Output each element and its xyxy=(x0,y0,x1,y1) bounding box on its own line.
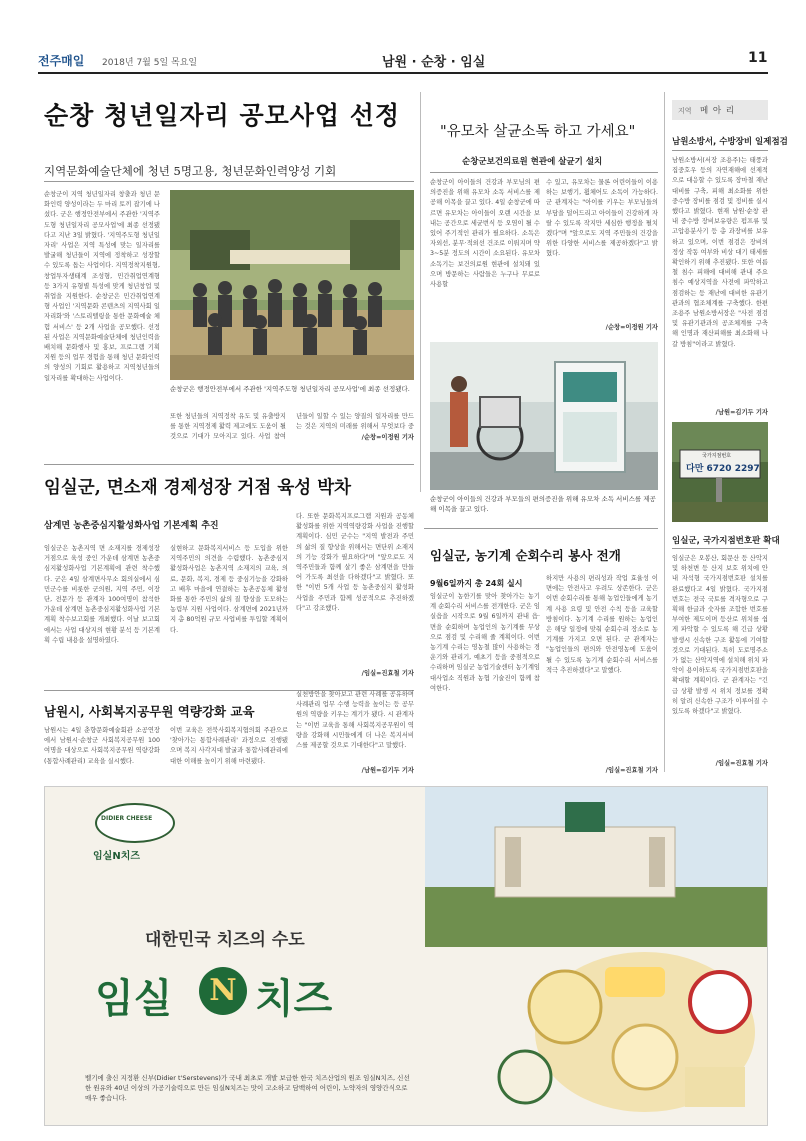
economy-body-col2: 실현하고 문화복지서비스 등 도입을 위한 지역주민의 의견을 수렴했다. 농촌중심지 활성화사업은 농촌지역 소재지의 교육, 의료, 문화, 복지, 경제 등 중심기능을 강화하고 배후 마을에 연결하는 농촌공동체 활성화를 통한 주민의 삶의 질 향상을 도모하는 농림부 지원 사업이다. 삼계면에 2021년까지 총 80억원 규모 사업비를 투입할 계획이다. xyxy=(170,545,288,634)
sidebar-story2-headline: 임실군, 국가지점번호판 확대 xyxy=(672,536,780,546)
economy-headline: 임실군, 면소재 경제성장 거점 육성 박차 xyxy=(44,478,352,498)
farm-top-rule xyxy=(424,528,658,529)
welfare-byline: /남원=김기두 기자 xyxy=(361,767,414,774)
economy-top-rule xyxy=(44,464,414,465)
masthead-rule xyxy=(38,72,768,74)
group-photo-image xyxy=(170,190,414,380)
farm-body-col1: 임실군이 농한기를 맞아 찾아가는 농기계 순회수리 서비스를 전개한다. 군은 임실읍을 시작으로 9월 6일까지 관내 읍·면을 순회하며 농업인의 농기계를 무상으로 점검 및 수리해 줄 계획이다. 이번 농기계 수리는 영농철 많이 사용하는 경운기와 관리기, 예초기 등을 중점적으로 수리하며 임실군 농업기술센터 농기계임대사업소 직원과 농협 기술진이 함께 참여한다. xyxy=(430,593,540,692)
stroller-photo xyxy=(430,342,658,490)
top-subheadline: 지역문화예술단체에 청년 5명고용, 청년문화인력양성 기회 xyxy=(44,164,337,178)
sidebar-tag: 지역 xyxy=(678,107,692,115)
issue-date: 2018년 7월 5일 목요일 xyxy=(102,58,198,68)
sidebar-story2-rule xyxy=(672,548,768,549)
stroller-body-col2: 수 있고, 유모차는 물론 어린이들이 이용하는 보행기, 휠체어도 소독이 가능하다. 군 관계자는 "아이를 키우는 부모님들의 부담을 덜어드리고 아이들이 건강하게 자랄 수 있도록 작지만 세심한 행정을 펼치겠다"며 "앞으로도 지역 주민들의 건강을 위한 다양한 서비스를 제공하겠다"고 밝혔다. xyxy=(546,179,658,258)
economy-body-col1: 임실군은 농촌지역 면 소재지를 경제성장 거점으로 육성 중인 가운데 삼계면 농촌중심지활성화사업 기본계획에 관련 착수했다. 군은 4일 삼계면사무소 회의실에서 심민군수를 비롯한 군의원, 지역 주민, 이장단, 전문가 등 관계자 100여명이 참석한 가운데 삼계면 농촌중심지활성화사업 기본계획 착수보고회를 개최했다. 이날 보고회에서는 사업 대상지의 현황 분석 등 기본계획 수립 내용을 설명하였다. xyxy=(44,545,160,644)
welfare-headline: 남원시, 사회복지공무원 역량강화 교육 xyxy=(44,704,255,719)
top-body-col3: 년들이 일할 수 있는 양질의 일자리를 만드는 것은 지역의 미래를 위해서 무엇보다 중 xyxy=(296,413,414,431)
sidebar-story1-rule xyxy=(672,150,768,151)
page-number: 11 xyxy=(748,50,768,66)
ad-brand-top: DIDIER CHEESE xyxy=(101,815,153,822)
stroller-body-col1: 순창군이 아이들의 건강과 부모님의 편의증진을 위해 유모차 소독 서비스를 제공해 이목을 끌고 있다. 4일 순창군에 따르면 유모차는 아이들이 오랜 시간을 보내는 공간으로 세균번식 등 오염이 될 수 있어 주기적인 관리가 필요하다. 소독은 자외선, 분무·적외선 건조로 이뤄지며 약 3~5분 정도의 시간이 소요된다. 유모차소독기는 보건의료원 현관에 설치돼 있으며 방문하는 사람들은 누구나 무료로 사용할 xyxy=(430,179,540,289)
welfare-body-col3: 실천방안을 찾아보고 관련 사례를 공유하며 사례관리 업무 수행 능력을 높이는 등 공무원의 역량을 키우는 계기가 됐다. 시 관계자는 "이번 교육을 통해 사회복지공무원이 역량을 강화해 시민들에게 더 나은 복지서비스를 제공할 것으로 기대한다"고 말했다. xyxy=(296,691,414,750)
farm-byline: /임실=진효철 기자 xyxy=(605,767,658,774)
section-title: 남원 · 순창 · 임실 xyxy=(382,55,486,70)
sidebar-story2-byline: /임실=진효철 기자 xyxy=(715,760,768,767)
top-photo xyxy=(170,190,414,380)
top-headline: 순창 청년일자리 공모사업 선정 xyxy=(44,101,401,130)
top-body-col2: 또한 청년들의 지역정착 유도 및 유출방지를 통한 지역경제 활력 제고에도 도움이 될 것으로 기대가 모아지고 있다. 사업 참여 xyxy=(170,413,286,441)
sidebar-sign-photo xyxy=(672,422,768,522)
farm-headline: 임실군, 농기계 순회수리 봉사 전개 xyxy=(430,548,621,563)
economy-byline: /임실=진효철 기자 xyxy=(361,670,414,677)
col-divider-2 xyxy=(664,92,665,772)
stroller-sterilizer-image xyxy=(430,342,658,490)
masthead xyxy=(38,46,768,74)
sidebar-title: 메 아 리 xyxy=(700,106,736,116)
welfare-body-col2: 이번 교육은 전북사회복지협의회 주관으로 '찾아가는 통합사례관리' 과정으로 진행됐으며 복지 사각지대 발굴과 통합사례관리에 대한 이해를 높이기 위해 마련됐다. xyxy=(170,727,288,765)
ad-brand-badge xyxy=(95,803,175,843)
ad-description: 벨기에 출신 지정환 신부(Didier t'Serstevens)가 국내 최초로 개발 보급한 한국 치즈산업의 원조 임실N치즈, 신선한 원유와 40년 이상의 가공기술력으로 만든 임실N치즈는 맛이 고소하고 담백하여 어린이, 노약자의 영양간식으로 매우 좋습니다. xyxy=(85,1074,410,1102)
sidebar-header xyxy=(672,100,768,120)
stroller-photo-caption: 순창군이 아이들의 건강과 부모들의 편의증진을 위해 유모차 소독 서비스를 제공해 이목을 끌고 있다. xyxy=(430,495,656,513)
economy-subheadline: 삼계면 농촌중심지활성화사업 기본계획 추진 xyxy=(44,521,219,531)
economy-body-col3: 다. 또한 문화복지프로그램 지원과 공동체활성화를 위한 지역역량강화 사업을 진행할 계획이다. 심민 군수는 "지역 발전과 주민의 삶의 질 향상을 위해서는 면단위 소재지의 기능 강화가 필요하다"며 "앞으로도 지역주민들과 함께 살기 좋은 삼계면을 만들어 가도록 최선을 다하겠다"고 밝혔다. 또한 "이번 5개 사업 등 농촌중심지 활성화 사업을 주민과 함께 성공적으로 추진하겠다"고 강조했다. xyxy=(296,513,414,612)
ad-logo-n-badge: N xyxy=(199,967,247,1015)
col-divider-1 xyxy=(420,92,421,492)
paper-name: 전주매일 xyxy=(38,54,85,68)
ad-brand-small: 임실N치즈 xyxy=(93,851,141,862)
cheese-advertisement[interactable] xyxy=(44,786,768,1126)
top-photo-caption: 순창군은 행정안전부에서 주관한 '지역주도형 청년일자리 공모사업'에 최종 선정됐다. xyxy=(170,385,410,393)
top-body-col1: 순창군이 지역 청년일자리 창출과 청년 문화인력 양성이라는 두 마리 토끼 잡기에 나섰다. 군은 행정안전부에서 주관한 '지역주도형 청년일자리 공모사업'에 최종 선정됐다고 지난 3일 밝혔다. '지역주도형 청년일자리' 사업은 지역 특성에 맞는 일자리를 발굴해 청년들이 지역에 정착하고 성장할 수 있도록 돕는 사업이다. 지역정착지원형, 창업투자생태계 조성형, 민간취업연계형 등 3가지 유형별 특성에 맞게 청년창업 및 취업을 지원한다. 순창군은 민간취업연계형 사업인 '지역문화 콘텐츠의 지역사회 일자리화'와 '스토리텔링을 통한 문화예술 체험 서비스' 등 2개 사업을 공모했다. 선정된 사업은 지역문화예술단체에 청년인력을 배치해 문화행사 및 홍보, 프로그램 기획 지원 등의 업무 경험을 통해 청년 문화인력의 양성의 기회로 활용하고 지역청년들의 일자리를 확대하는 사업이다. xyxy=(44,191,160,382)
stroller-headline: "유모차 살균소독 하고 가세요" xyxy=(440,124,636,140)
welfare-body-col1: 남원시는 4일 춘향문화예술회관 소공연장에서 남원시·순창군 사회복지공무원 100여명을 대상으로 사회복지공무원 역량강화(통합사례관리) 교육을 실시했다. xyxy=(44,727,160,765)
ad-tagline: 대한민국 치즈의 수도 xyxy=(145,930,305,950)
sidebar-story1-headline: 남원소방서, 수방장비 일제점검 xyxy=(672,137,788,147)
stroller-byline: /순창=이정원 기자 xyxy=(605,324,658,331)
farm-body-col2: 하지만 사용의 편리성과 작업 효율성 이면에는 안전사고 우려도 상존한다. 군은 이번 순회수리를 통해 농업인들에게 농기계 사용 요령 및 안전 수칙 등을 교육할 방침이다. 농기계 수리를 원하는 농업인은 해당 일정에 맞춰 순회수리 장소로 농기계를 가지고 오면 된다. 군 관계자는 "농업인들의 편의와 안전영농에 도움이 될 수 있도록 농기계 순회수리 서비스를 적극 추진하겠다"고 말했다. xyxy=(546,575,658,674)
sign-top-text: 국가지점번호 xyxy=(702,453,731,459)
stroller-rule xyxy=(430,172,658,173)
ad-logo-left: 임실 xyxy=(95,975,173,1022)
sidebar-story1-body: 남원소방서(서장 조용주)는 태풍과 집중호우 등의 자연재해에 선제적으로 대응할 수 있도록 장마철 재난대비를 구축, 피해 최소화를 위한 중수방 장비를 점검 및 정비를 실시했다고 밝혔다. 현재 남원·순창 관내 중수방 장비보유량은 펌프류 및 고압용분사기 등 총 과장비를 보유하고 있으며, 이번 점검은 장비의 정상 작동 여부와 비상 대기 태세를 확인하기 위해 추진됐다. 또한 여름철 침수 피해에 대비해 관내 주요 침수 예상지역을 사전에 파악하고 점검하는 등 재난에 대비한 유관기관과의 협조체계를 구축했다. 한편 조용주 남원소방서장은 "사전 점검 및 유관기관과의 공조체계를 구축해 인명과 재산피해를 최소화해 나갈 방침"이라고 밝혔다. xyxy=(672,157,768,348)
sidebar-story1-byline: /남원=김기두 기자 xyxy=(715,409,768,416)
ad-main-logo xyxy=(85,963,365,1023)
farm-subheadline: 9월6일까지 총 24회 실시 xyxy=(430,579,523,588)
top-sub-rule xyxy=(44,181,414,182)
ad-logo-right: 치즈 xyxy=(255,975,333,1022)
stroller-subheadline: 순창군보건의료원 현관에 살균기 설치 xyxy=(462,157,603,167)
sign-number-text: 다만 6720 2297 xyxy=(686,464,760,474)
top-byline: /순창=이정원 기자 xyxy=(361,434,414,441)
sidebar-story2-body: 임실군은 오봉산, 회문산 등 산악지 및 하천변 등 산지 보호 위치에 안내 자석형 국가지점번호판 설치를 완료했다고 4일 밝혔다. 국가지점번호는 전국 국토를 격자형으로 구획해 한글과 숫자를 조합한 번호를 부여한 제도이며 등산로 위치를 쉽게 파악할 수 있도록 해 긴급 상황 발생시 신속한 구조 활동에 기여할 것으로 기대된다. 특히 도로명주소가 없는 산악지역에 설치해 위치 파악이 용이하도록 국가지점번호판을 확대할 계획이다. 군 관계자는 "긴급 상황 발생 시 위치 정보를 정확히 알려 신속한 구조가 이루어질 수 있도록 하겠다"고 밝혔다. xyxy=(672,555,768,716)
